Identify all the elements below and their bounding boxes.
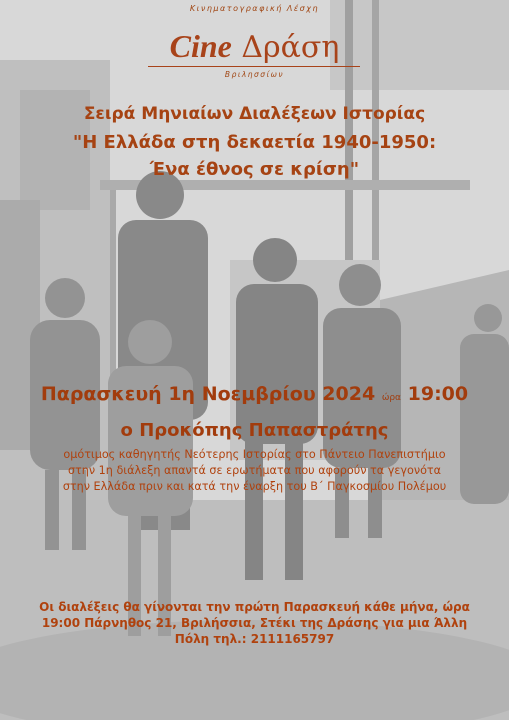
speaker: [0, 420, 509, 441]
info-line: Οι διαλέξεις θα γίνονται την πρώτη Παρασκευή κάθε μήνα, ώρα: [39, 600, 470, 614]
description-line: ομότιμος καθηγητής Νεότερης Ιστορίας στο Πάντειο Πανεπιστήμιο: [63, 448, 446, 461]
speaker-article: ο: [120, 420, 133, 441]
logo-brand-drasi: Δράση: [241, 30, 340, 65]
logo-top-text: Κινηματογραφική Λέσχη: [189, 4, 320, 13]
info-line: 19:00 Πάρνηθος 21, Βριλήσσια, Στέκι της Δράσης για μια Άλλη: [41, 616, 468, 630]
description-line: στην Ελλάδα πριν και κατά την έναρξη του Β΄ Παγκοσμίου Πολέμου: [62, 480, 447, 493]
event-time-word: ώρα: [381, 393, 401, 403]
logo-brand-cine: Cine: [169, 28, 232, 64]
event-time: 19:00: [407, 383, 469, 405]
logo-bottom-text: Βριλησσίων: [224, 70, 285, 79]
info-line: Πόλη τηλ.: 2111165797: [174, 632, 335, 646]
event-date: [0, 383, 509, 405]
series-title: Σειρά Μηνιαίων Διαλέξεων Ιστορίας: [83, 104, 426, 124]
speaker-name: Προκόπης Παπαστράτης: [139, 420, 389, 441]
lecture-title-line2: Ένα έθνος σε κρίση": [149, 159, 360, 180]
logo-divider: [148, 66, 360, 67]
logo: [0, 28, 509, 65]
lecture-title-line1: "Η Ελλάδα στη δεκαετία 1940-1950:: [72, 132, 437, 153]
event-date-text: Παρασκευή 1η Νοεμβρίου 2024: [40, 383, 376, 405]
description-line: στην 1η διάλεξη απαντά σε ερωτήματα που αφορούν τα γεγονότα: [67, 464, 442, 477]
